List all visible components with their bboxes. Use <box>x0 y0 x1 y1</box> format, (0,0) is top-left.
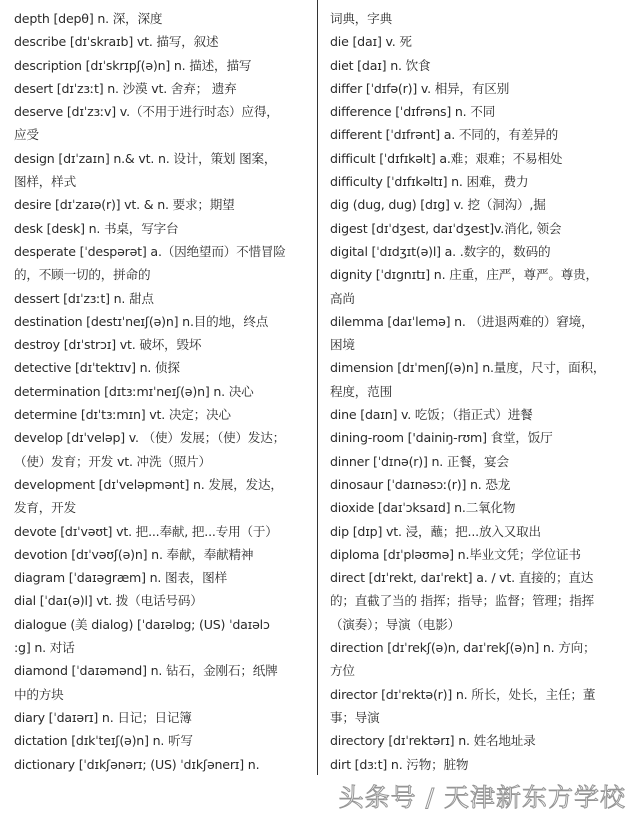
vocabulary-entry-line: dirt [dɜːt] n. 污物；脏物 <box>330 756 469 772</box>
vocabulary-entry-line: 应受 <box>14 127 39 143</box>
vocabulary-entry-line: design [dɪˈzaɪn] n.& vt. n. 设计，策划 图案， <box>14 150 277 166</box>
vocabulary-entry-line: dip [dɪp] vt. 浸，蘸；把...放入又取出 <box>330 523 541 539</box>
vocabulary-entry-line: destination [destɪˈneɪʃ(ə)n] n.目的地，终点 <box>14 313 269 329</box>
vocabulary-entry-line: desperate [ˈdespərət] a.（因绝望而）不惜冒险 <box>14 243 286 259</box>
watermark: 头条号 / 天津新东方学校 <box>338 783 626 812</box>
vocabulary-entry-line: 发育，开发 <box>14 500 76 516</box>
vocabulary-entry-line: 高尚 <box>330 290 355 306</box>
vocabulary-entry-line: dilemma [daɪˈlemə] n. （进退两难的）窘境， <box>330 313 594 329</box>
vocabulary-entry-line: diploma [dɪˈpləʊmə] n.毕业文凭；学位证书 <box>330 546 581 562</box>
vocabulary-entry-line: difficulty [ˈdɪfɪkəltɪ] n. 困难，费力 <box>330 174 529 190</box>
vocabulary-entry-line: determination [dɪtɜːmɪˈneɪʃ(ə)n] n. 决心 <box>14 383 254 399</box>
vocabulary-entry-line: 方位 <box>330 663 355 679</box>
vocabulary-entry-line: 困境 <box>330 337 355 353</box>
vocabulary-entry-line: 事；导演 <box>330 709 380 725</box>
vocabulary-entry-line: 中的方块 <box>14 686 64 702</box>
vocabulary-entry-line: difference [ˈdɪfrəns] n. 不同 <box>330 104 496 120</box>
vocabulary-entry-line: dinner [ˈdɪnə(r)] n. 正餐，宴会 <box>330 453 509 469</box>
vocabulary-entry-line: direct [dɪˈrekt, daɪˈrekt] a. / vt. 直接的；直达 <box>330 570 594 586</box>
vocabulary-entry-line: difficult [ˈdɪfɪkəlt] a.难；艰难；不易相处 <box>330 150 563 166</box>
vocabulary-entry-line: 词典，字典 <box>330 11 392 26</box>
vocabulary-entry-line: dig (dug, dug) [dɪg] v. 挖（洞沟）,掘 <box>330 197 546 213</box>
vocabulary-entry-line: different [ˈdɪfrənt] a. 不同的，有差异的 <box>330 127 558 143</box>
vocabulary-entry-line: depth [depθ] n. 深，深度 <box>14 11 163 26</box>
vocabulary-entry-line: dessert [dɪˈzɜːt] n. 甜点 <box>14 290 154 306</box>
vocabulary-entry-line: dial [ˈdaɪ(ə)l] vt. 拨（电话号码） <box>14 593 203 609</box>
vocabulary-entry-line: desert [dɪˈzɜːt] n. 沙漠 vt. 舍弃； 遗弃 <box>14 80 237 96</box>
vocabulary-entry-line: determine [dɪˈtɜːmɪn] vt. 决定；决心 <box>14 407 231 423</box>
vocabulary-entry-line: digest [dɪˈdʒest, daɪˈdʒest]v.消化, 领会 <box>330 220 562 236</box>
vocabulary-entry-line: dictation [dɪkˈteɪʃ(ə)n] n. 听写 <box>14 733 193 749</box>
vocabulary-entry-line: dimension [dɪˈmenʃ(ə)n] n.量度，尺寸，面积， <box>330 360 606 376</box>
vocabulary-entry-line: direction [dɪˈrekʃ(ə)n, daɪˈrekʃ(ə)n] n. 方向； <box>330 640 596 656</box>
vocabulary-entry-line: dinosaur [ˈdaɪnəsɔː(r)] n. 恐龙 <box>330 476 511 492</box>
vocabulary-entry-line: desire [dɪˈzaɪə(r)] vt. & n. 要求；期望 <box>14 197 235 213</box>
vocabulary-entry-line: devotion [dɪˈvəʊʃ(ə)n] n. 奉献，奉献精神 <box>14 546 254 562</box>
vocabulary-entry-line: dining-room ['dainiŋ-rʊm] 食堂，饭厅 <box>330 430 553 446</box>
vocabulary-entry-line: dine [daɪn] v. 吃饭；（指正式）进餐 <box>330 407 533 423</box>
vocabulary-entry-line: development [dɪˈveləpmənt] n. 发展，发达， <box>14 476 283 492</box>
vocabulary-entry-line: description [dɪˈskrɪpʃ(ə)n] n. 描述，描写 <box>14 57 252 73</box>
vocabulary-column-left <box>14 7 316 776</box>
vocabulary-entry-line: digital [ˈdɪdʒɪt(ə)l] a. .数字的，数码的 <box>330 243 551 259</box>
vocabulary-entry-line: 图样，样式 <box>14 174 76 190</box>
vocabulary-entry-line: （演奏）；导演（电影） <box>330 616 461 632</box>
vocabulary-entry-line: differ [ˈdɪfə(r)] v. 相异，有区别 <box>330 80 510 96</box>
vocabulary-entry-line: diagram [ˈdaɪəgræm] n. 图表，图样 <box>14 570 227 586</box>
vocabulary-entry-line: dialogue (美 dialog) [ˈdaɪəlɒg; (US) ˈdaɪəlɔ <box>14 616 270 632</box>
vocabulary-entry-line: develop [dɪˈveləp] v. （使）发展；（使）发达； <box>14 430 286 446</box>
vocabulary-entry-line: :g] n. 对话 <box>14 640 75 656</box>
vocabulary-entry-line: describe [dɪˈskraɪb] vt. 描写，叙述 <box>14 34 219 50</box>
vocabulary-entry-line: （使）发育；开发 vt. 冲洗（照片） <box>14 453 211 469</box>
vocabulary-entry-line: 的，不顾一切的，拼命的 <box>14 267 151 283</box>
vocabulary-entry-line: dignity [ˈdɪgnɪtɪ] n. 庄重，庄严，尊严。尊贵， <box>330 267 598 283</box>
vocabulary-entry-line: desk [desk] n. 书桌，写字台 <box>14 220 179 236</box>
vocabulary-entry-line: dioxide [daɪˈɔksaɪd] n.二氧化物 <box>330 500 516 516</box>
vocabulary-entry-line: diary [ˈdaɪərɪ] n. 日记；日记簿 <box>14 709 192 725</box>
vocabulary-entry-line: diamond [ˈdaɪəmənd] n. 钻石，金刚石；纸牌 <box>14 663 278 679</box>
vocabulary-entry-line: devote [dɪˈvəʊt] vt. 把...奉献, 把...专用（于） <box>14 523 278 539</box>
vocabulary-entry-line: dictionary [ˈdɪkʃənərɪ; (US) ˈdɪkʃənerɪ] n. <box>14 756 260 772</box>
vocabulary-entry-line: diet [daɪ] n. 饮食 <box>330 57 431 73</box>
vocabulary-entry-line: destroy [dɪˈstrɔɪ] vt. 破坏，毁坏 <box>14 337 202 353</box>
vocabulary-entry-line: director [dɪˈrektə(r)] n. 所长，处长，主任；董 <box>330 686 596 702</box>
vocabulary-column-right <box>330 7 630 776</box>
vocabulary-entry-line: detective [dɪˈtektɪv] n. 侦探 <box>14 360 180 376</box>
vocabulary-entry-line: die [daɪ] v. 死 <box>330 34 412 50</box>
vocabulary-entry-line: 的；直截了当的 指挥；指导；监督；管理；指挥 <box>330 593 595 609</box>
column-divider <box>317 0 318 775</box>
vocabulary-entry-line: deserve [dɪˈzɜːv] v.（不用于进行时态）应得， <box>14 104 279 120</box>
vocabulary-entry-line: 程度，范围 <box>330 383 392 399</box>
vocabulary-entry-line: directory [dɪˈrektərɪ] n. 姓名地址录 <box>330 733 536 749</box>
